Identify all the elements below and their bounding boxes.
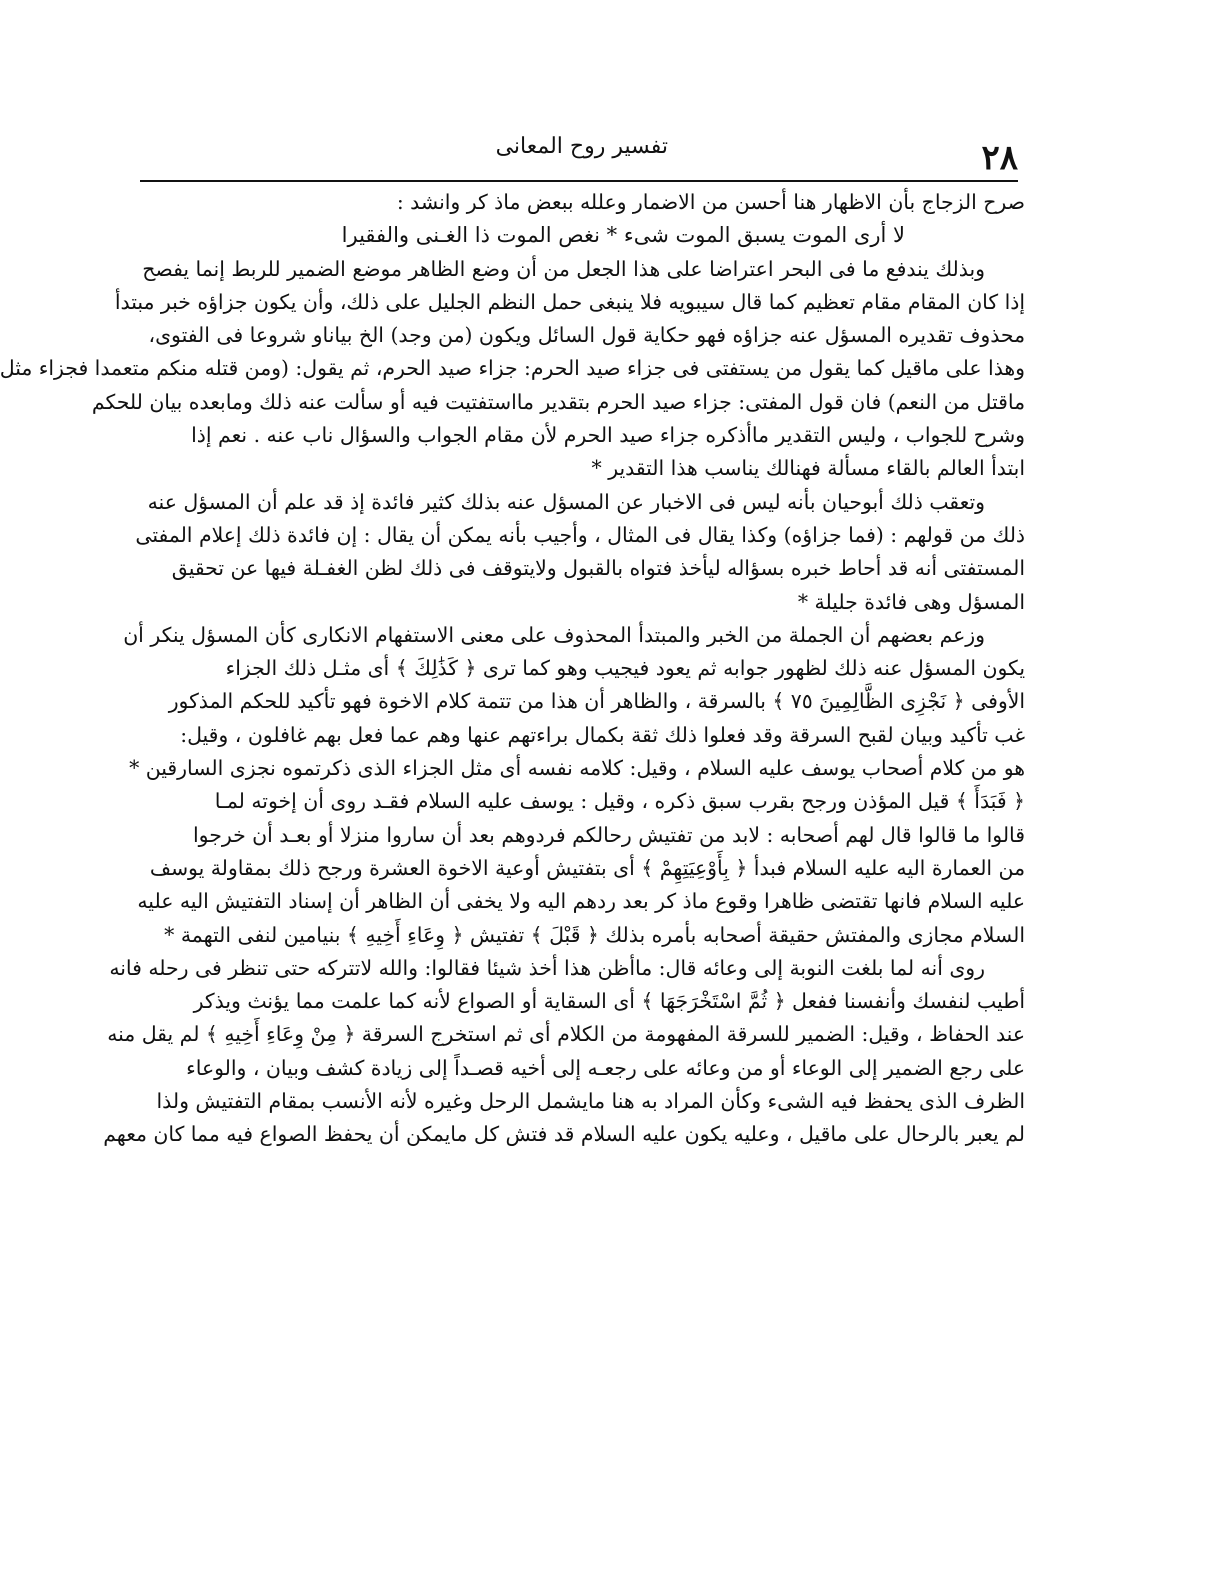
page-number: ٢٨ [981,138,1018,178]
text-line: وبذلك يندفع ما فى البحر اعتراضا على هذا الجعل من أن وضع الظاهر موضع الضمير للربط إنما يفصح [142,256,985,281]
text-line: صرح الزجاج بأن الاظهار هنا أحسن من الاضمار وعلله ببعض ماذ كر وانشد : [396,190,1025,214]
text-line: وزعم بعضهم أن الجملة من الخبر والمبتدأ المحذوف على معنى الاستفهام الانكارى كأن المسؤل ينكر أن [123,622,985,647]
text-line: السلام مجازى والمفتش حقيقة أصحابه بأمره بذلك ﴿ قَبْلَ ﴾ تفتيش ﴿ وِعَاءِ أَخِيهِ ﴾ بنيامين لنفى التهمة * [164,922,1025,947]
header-rule [140,180,1018,182]
text-line: وتعقب ذلك أبوحيان بأنه ليس فى الاخبار عن المسؤل عنه بذلك كثير فائدة إذ قد علم أن المسؤل عنه [147,489,985,514]
text-line: يكون المسؤل عنه ذلك لظهور جوابه ثم يعود فيجيب وهو كما ترى ﴿ كَذَٰلِكَ ﴾ أى مثـل ذلك الجزاء [225,656,1025,681]
text-line: الأوفى ﴿ نَجْزِى الظَّالِمِينَ ٧٥ ﴾ بالسرقة ، والظاهر أن هذا من تتمة كلام الاخوة فهو تأكيد للحكم المذكور [168,689,1025,714]
text-line: ﴿ فَبَدَأَ ﴾ قيل المؤذن ورجح بقرب سبق ذكره ، وقيل : يوسف عليه السلام فقـد روى أن إخوته لمـا [214,789,1025,814]
text-line: لم يعبر بالرحال على ماقيل ، وعليه يكون عليه السلام قد فتش كل مايمكن أن يحفظ الصواع فيه مما كان معهم [103,1122,1025,1147]
body-text [0,186,1025,1152]
text-line: وشرح للجواب ، وليس التقدير ماأذكره جزاء صيد الحرم لأن مقام الجواب والسؤال ناب عنه . نعم إذا [191,423,1025,448]
text-line: ماقتل من النعم) فان قول المفتى: جزاء صيد الحرم بتقدير مااستفتيت فيه أو سألت عنه ذلك ومابعده بيان للحكم [91,389,1025,414]
text-line: المستفتى أنه قد أحاط خبره بسؤاله ليأخذ فتواه بالقبول ولايتوقف فى ذلك لظن الغفـلة فيها عن تحقيق [171,556,1025,581]
text-line: عند الحفاظ ، وقيل: الضمير للسرقة المفهومة من الكلام أى ثم استخرج السرقة ﴿ مِنْ وِعَاءِ أَخِيهِ ﴾ لم يقل منه [107,1022,1025,1047]
text-line: الظرف الذى يحفظ فيه الشىء وكأن المراد به هنا مايشمل الرحل وغيره لأنه الأنسب بمقام التفتيش ولذا [156,1089,1025,1114]
text-line: محذوف تقديره المسؤل عنه جزاؤه فهو حكاية قول السائل ويكون (من وجد) الخ بياناو شروعا فى الفتوى، [148,323,1025,348]
page-header [138,128,1018,178]
text-line: المسؤل وهى فائدة جليلة * [797,589,1025,614]
text-line: غب تأكيد وبيان لقبح السرقة وقد فعلوا ذلك ثقة بكمال براءتهم عنها وهم عما فعل بهم غافلون ، وقيل: [180,722,1025,747]
text-line: وهذا على ماقيل كما يقول من يستفتى فى جزاء صيد الحرم: جزاء صيد الحرم، ثم يقول: (ومن قتله منكم متعمدا فجزاء مثل [0,356,1025,381]
text-line: أطيب لنفسك وأنفسنا ففعل ﴿ ثُمَّ اسْتَخْرَجَهَا ﴾ أى السقاية أو الصواع لأنه كما علمت مما يؤنث ويذكر [193,989,1025,1014]
text-line: من العمارة اليه عليه السلام فبدأ ﴿ بِأَوْعِيَتِهِمْ ﴾ أى بتفتيش أوعية الاخوة العشرة ورجح ذلك بمقاولة يوسف [149,855,1025,880]
text-line: روى أنه لما بلغت النوبة إلى وعائه قال: ماأظن هذا أخذ شيئا فقالوا: والله لاتتركه حتى تنظر فى رحله فانه [109,955,985,980]
text-line: عليه السلام فانها تقتضى ظاهرا وقوع ماذ كر بعد ردهم اليه ولا يخفى أن الظاهر أن إسناد التفتيش اليه عليه [137,889,1025,914]
text-line: إذا كان المقام مقام تعظيم كما قال سيبويه فلا ينبغى حمل النظم الجليل على ذلك، وأن يكون جزاؤه خبر مبتدأ [114,289,1025,314]
poem-verse: لا أرى الموت يسبق الموت شىء * نغص الموت ذا الغـنى والفقيرا [341,223,905,248]
text-line: ابتدأ العالم بالقاء مسألة فهنالك يناسب هذا التقدير * [591,456,1025,481]
text-line: ذلك من قولهم : (فما جزاؤه) وكذا يقال فى المثال ، وأجيب بأنه يمكن أن يقال : إن فائدة ذلك إعلام المفتى [135,522,1025,547]
text-line: هو من كلام أصحاب يوسف عليه السلام ، وقيل: كلامه نفسه أى مثل الجزاء الذى ذكرتموه نجزى السارقين * [129,756,1025,781]
running-title: تفسير روح المعانى [495,134,668,159]
text-line: قالوا ما قالوا قال لهم أصحابه : لابد من تفتيش رحالكم فردوهم بعد أن ساروا منزلا أو بعـد أن خرجوا [193,822,1025,847]
text-line: على رجع الضمير إلى الوعاء أو من وعائه على رجعـه إلى أخيه قصـداً إلى زيادة كشف وبيان ، والوعاء [186,1055,1025,1080]
